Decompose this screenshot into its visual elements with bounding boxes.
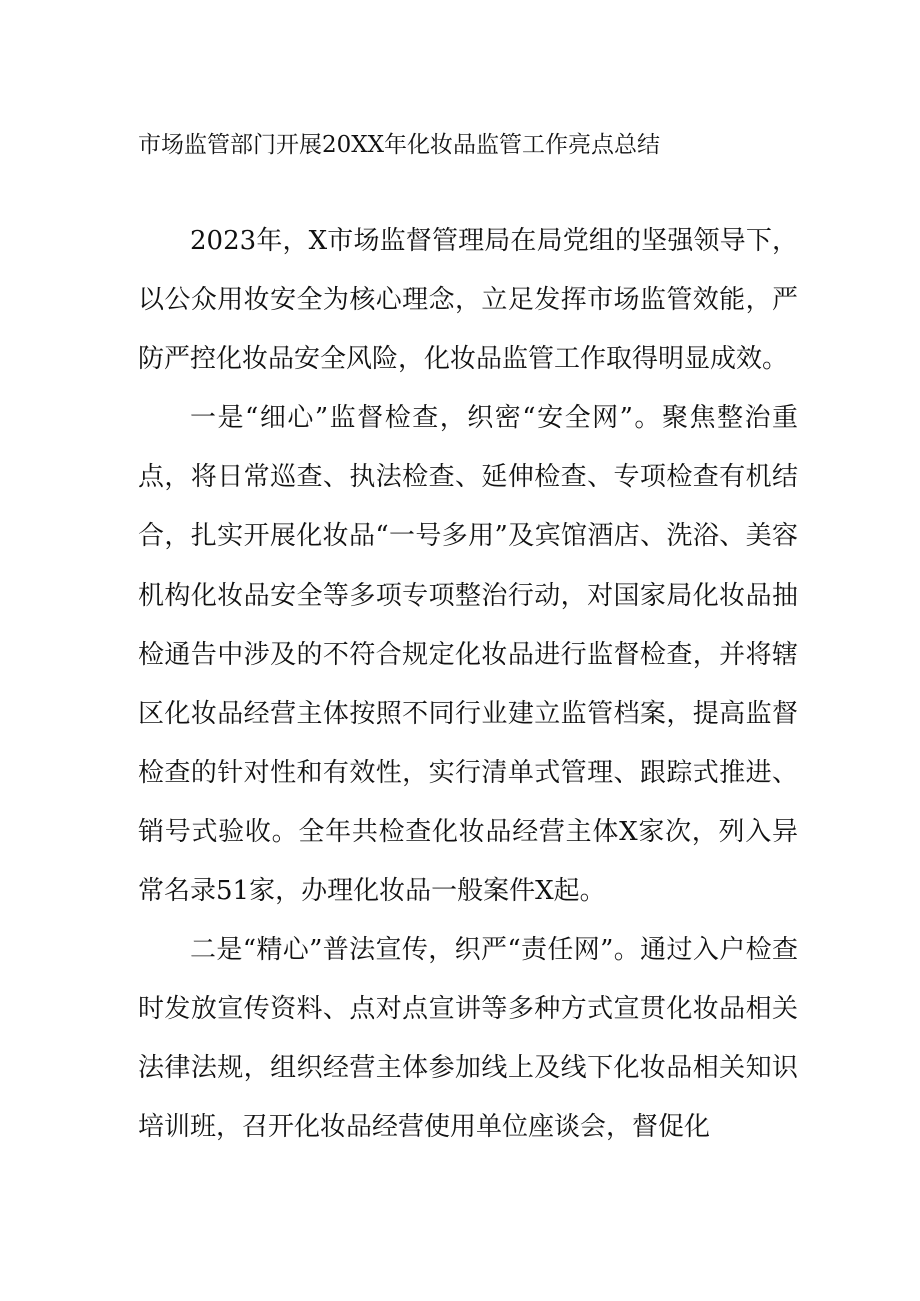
paragraph-law-publicity: 二是“精心”普法宣传，织严“责任网”。通过入户检查时发放宣传资料、点对点宣讲等多种方式宣贯化妆品相关法律法规，组织经营主体参加线上及线下化妆品相关知识培训班，召开化妆品经营使用单位座谈会，督促化 [138, 935, 798, 1143]
document-title: 市场监管部门开展20XX年化妆品监管工作亮点总结 [138, 132, 661, 158]
document-body [138, 212, 798, 1158]
paragraph-supervision-inspection: 一是“细心”监督检查，织密“安全网”。聚焦整治重点，将日常巡查、执法检查、延伸检查、专项检查有机结合，扎实开展化妆品“一号多用”及宾馆酒店、洗浴、美容机构化妆品安全等多项专项整治行动，对国家局化妆品抽检通告中涉及的不符合规定化妆品进行监督检查，并将辖区化妆品经营主体按照不同行业建立监管档案，提高监督检查的针对性和有效性，实行清单式管理、跟踪式推进、销号式验收。全年共检查化妆品经营主体X家次，列入异常名录51家，办理化妆品一般案件X起。 [138, 403, 798, 907]
paragraph-intro: 2023年，X市场监督管理局在局党组的坚强领导下，以公众用妆安全为核心理念，立足发挥市场监管效能，严防严控化妆品安全风险，化妆品监管工作取得明显成效。 [138, 226, 798, 375]
